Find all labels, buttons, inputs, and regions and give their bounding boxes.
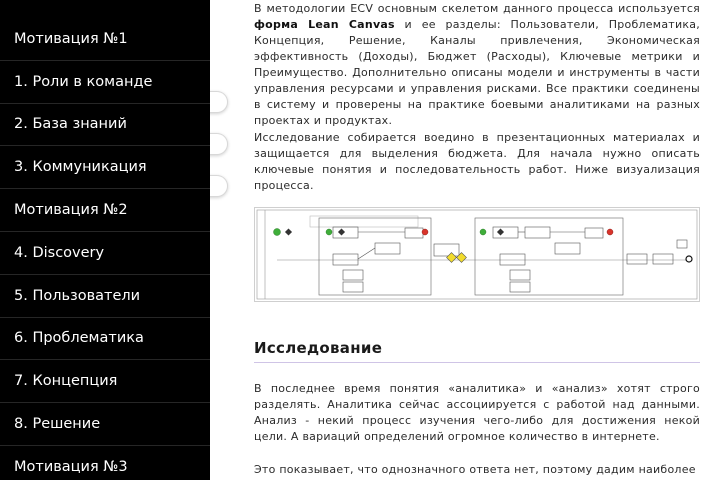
task (627, 254, 647, 264)
drawer-item[interactable]: Мотивация №1 (0, 18, 210, 61)
subprocess-right (475, 218, 623, 295)
process-diagram-svg (255, 208, 699, 301)
task (585, 228, 603, 238)
start-event (480, 229, 486, 235)
gateway-diamond (497, 228, 504, 235)
pool-frame (257, 210, 697, 299)
section-divider (254, 362, 700, 363)
task (510, 270, 530, 280)
drawer-item[interactable]: 2. База знаний (0, 104, 210, 147)
task (653, 254, 673, 264)
drawer-item[interactable]: Мотивация №2 (0, 189, 210, 232)
drawer-item[interactable]: 3. Коммуникация (0, 146, 210, 189)
drawer-item[interactable]: 5. Пользователи (0, 275, 210, 318)
paragraph-lean-canvas: В методологии ECV основным скелетом данного процесса используется форма Lean Canvas и ее разделы: Пользователи, Проблематика, Концепция, Решение, Каналы привлечения, Экономическая эффективность (Доходы), Бюджет (Расходы), Ключевые метрики и Преимущество. Дополнительно описаны модели и инструменты в части управления ресурсами и управления рисками. Все практики соединены в систему и проверены на практике боевыми аналитиками на разных проектах и продуктах. (254, 2, 700, 127)
flow-line (358, 248, 375, 259)
drawer-item[interactable]: Мотивация №3 (0, 446, 210, 480)
drawer-item[interactable]: 4. Discovery (0, 232, 210, 275)
section-heading-research: Исследование (254, 339, 383, 357)
paragraph-research-intro: Исследование собирается воедино в презентационных материалах и защищается для выделения бюджета. Для начала нужно описать ключевые понятия и последовательность работ. Ниже визуализация процесса. (254, 131, 700, 192)
subprocess-left (319, 218, 431, 295)
paragraph-analytics-vs-analysis: В последнее время понятия «аналитика» и «анализ» хотят строго разделять. Аналитика сейчас ассоциируется с работой над данными. Анализ - некий процесс изучения чего-либо для достижения некой цели. А вариаций определений огромное количество в интернете. (254, 382, 700, 443)
task (500, 254, 525, 265)
task (434, 244, 459, 256)
paragraph-no-single-answer: Это показывает, что однозначного ответа нет, поэтому дадим наиболее (254, 463, 696, 476)
drawer-item[interactable]: 6. Проблематика (0, 318, 210, 361)
drawer-item[interactable]: 8. Решение (0, 403, 210, 446)
task (493, 227, 518, 238)
navigation-drawer (0, 0, 210, 480)
task (405, 228, 423, 238)
end-event (607, 229, 613, 235)
task (555, 243, 580, 254)
gateway-diamond (285, 228, 292, 235)
lean-canvas-bold: форма Lean Canvas (254, 18, 395, 31)
task (333, 254, 358, 265)
task (343, 282, 363, 292)
drawer-menu-list (0, 18, 210, 480)
end-event (422, 229, 428, 235)
task (343, 270, 363, 280)
drawer-item[interactable]: 7. Концепция (0, 360, 210, 403)
gateway-diamond (338, 228, 345, 235)
start-event (326, 229, 332, 235)
task (333, 227, 358, 238)
gateway-diamond (457, 253, 467, 263)
gateway-diamond (447, 253, 457, 263)
task (677, 240, 687, 248)
drawer-item[interactable]: 1. Роли в команде (0, 61, 210, 104)
start-event (274, 229, 281, 236)
task (525, 227, 550, 238)
task (375, 243, 400, 254)
task (510, 282, 530, 292)
end-event (686, 256, 692, 262)
label-box (310, 216, 418, 227)
bpmn-process-diagram[interactable] (254, 207, 700, 302)
